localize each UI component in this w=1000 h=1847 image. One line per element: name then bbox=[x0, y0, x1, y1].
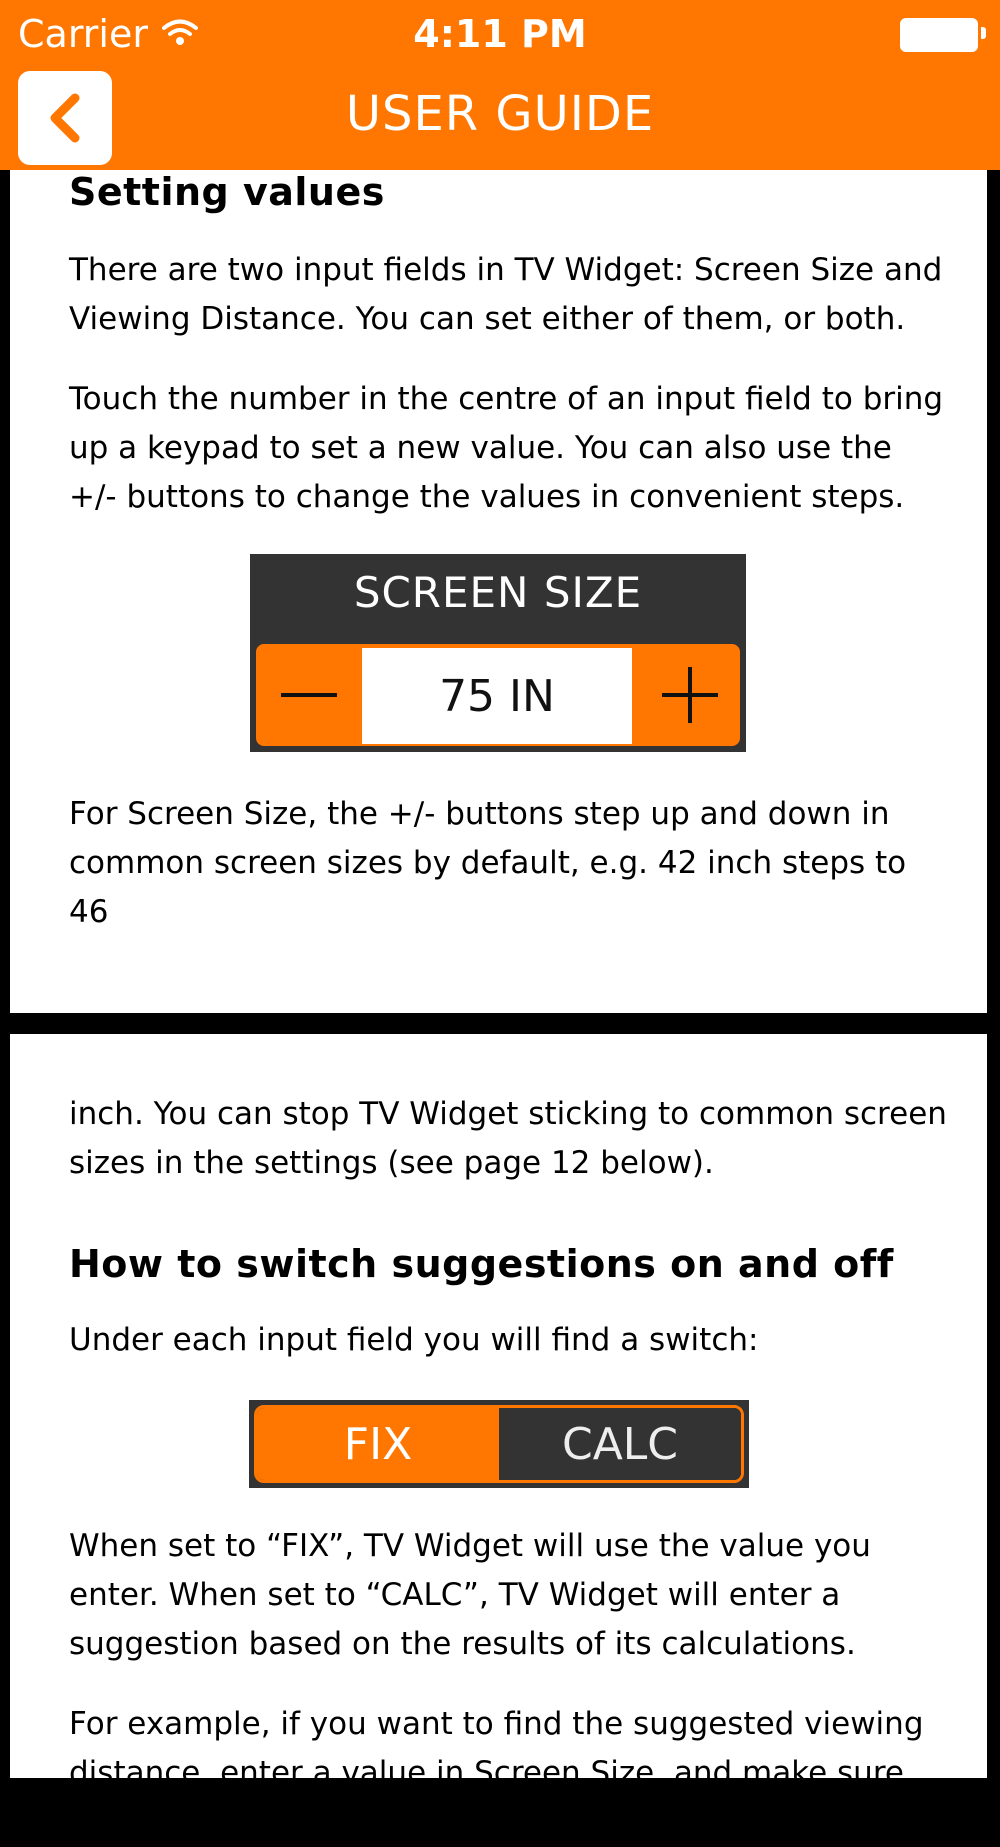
page2-para1-wrap bbox=[69, 1090, 947, 1188]
switch-fix-segment: FIX bbox=[257, 1408, 499, 1480]
paragraph: When set to “FIX”, TV Widget will use the value you enter. When set to “CALC”, TV Widget will enter a suggestion based on the results of its calculations. bbox=[69, 1528, 871, 1662]
paragraph: For example, if you want to find the suggested viewing distance, enter a value in Screen Size, and make sure the bbox=[69, 1706, 924, 1840]
minus-icon bbox=[256, 644, 362, 746]
fix-calc-switch-illustration bbox=[249, 1400, 749, 1488]
battery-tip bbox=[981, 27, 986, 39]
fix-calc-switch bbox=[254, 1405, 744, 1483]
status-time: 4:11 PM bbox=[413, 12, 587, 56]
page1-para3-wrap bbox=[69, 790, 947, 937]
section-heading-setting-values: Setting values bbox=[69, 170, 385, 214]
paragraph: Under each input field you will find a switch: bbox=[69, 1322, 759, 1358]
top-bar bbox=[0, 0, 1000, 170]
page-title: USER GUIDE bbox=[345, 86, 655, 142]
guide-page-1 bbox=[10, 170, 987, 1013]
page1-para1-wrap bbox=[69, 246, 947, 344]
page2-heading-wrap bbox=[69, 1242, 947, 1286]
page2-para3-wrap bbox=[69, 1522, 947, 1669]
screen-size-widget-illustration bbox=[250, 554, 746, 752]
page1-heading-wrap bbox=[69, 170, 947, 214]
screen-size-value: 75 IN bbox=[362, 648, 632, 744]
page2-para4-wrap bbox=[69, 1700, 947, 1847]
paragraph: inch. You can stop TV Widget sticking to common screen sizes in the settings (see page 12 below). bbox=[69, 1096, 947, 1181]
switch-calc-segment: CALC bbox=[499, 1408, 741, 1480]
carrier-label: Carrier bbox=[18, 12, 148, 56]
screen-size-title: SCREEN SIZE bbox=[353, 568, 643, 617]
guide-page-2 bbox=[10, 1034, 987, 1840]
section-heading-switch-suggestions: How to switch suggestions on and off bbox=[69, 1242, 894, 1286]
paragraph: For Screen Size, the +/- buttons step up and down in common screen sizes by default, e.g. 42 inch steps to 46 bbox=[69, 796, 907, 930]
plus-icon bbox=[640, 644, 740, 746]
screen-size-stepper bbox=[256, 644, 740, 746]
paragraph: There are two input fields in TV Widget: Screen Size and Viewing Distance. You can set either of them, or both. bbox=[69, 252, 943, 337]
battery-icon bbox=[900, 18, 978, 52]
page1-para2-wrap bbox=[69, 375, 947, 522]
page2-para2-wrap bbox=[69, 1316, 947, 1365]
paragraph: Touch the number in the centre of an input field to bring up a keypad to set a new value. You can also use the +/- buttons to change the values in convenient steps. bbox=[69, 381, 944, 515]
